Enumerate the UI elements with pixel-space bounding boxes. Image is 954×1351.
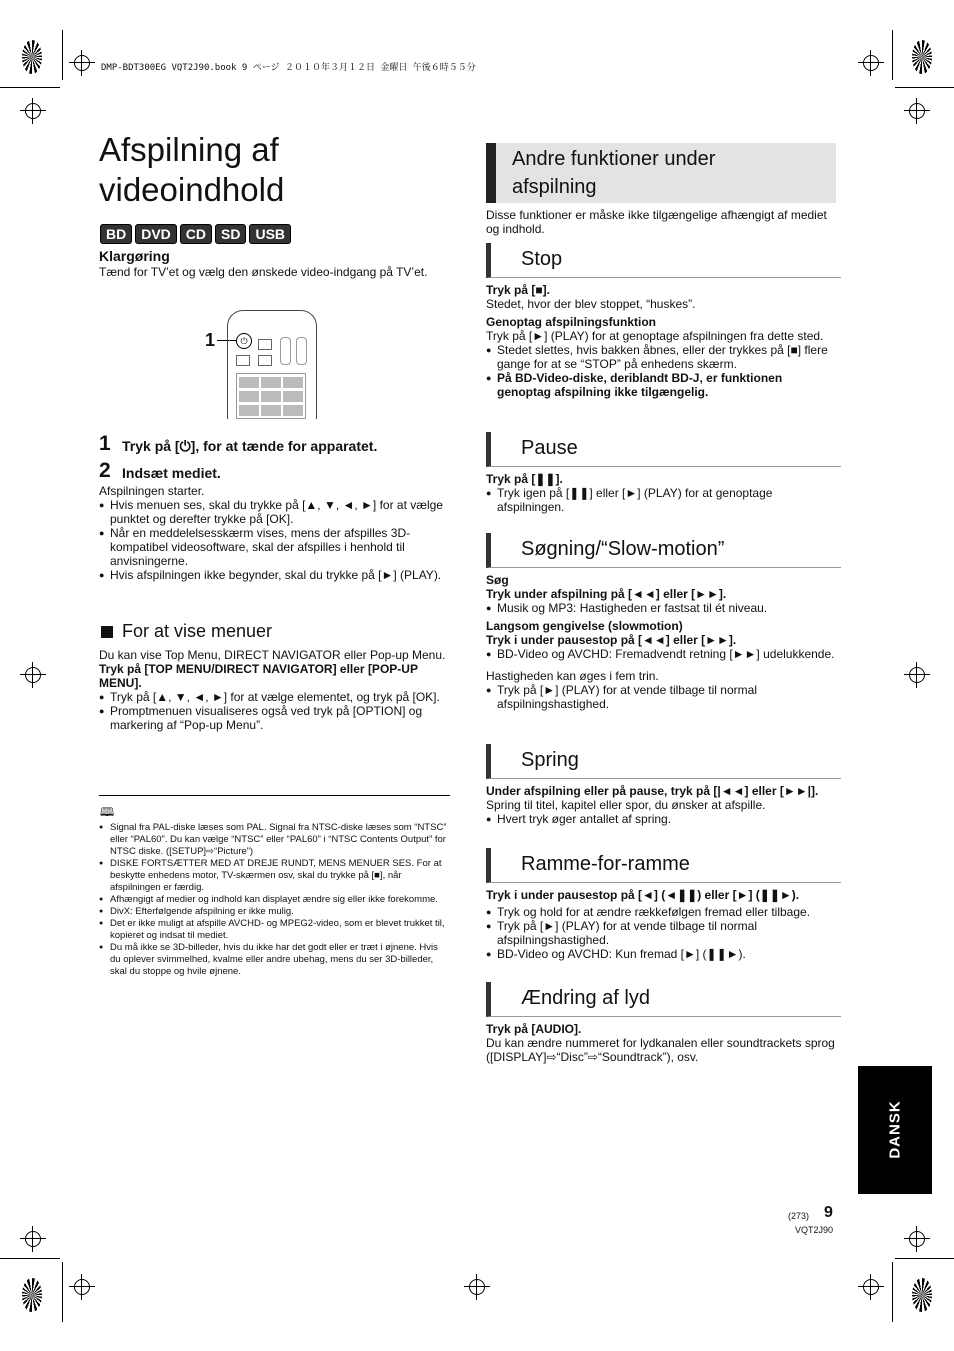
resume-text: Tryk på [►] (PLAY) for at genoptage afspilningen fra dette sted. xyxy=(486,329,824,343)
pause-bullet: ● Tryk igen på [❚❚] eller [►] (PLAY) for at genoptage afspilningen. xyxy=(486,486,836,514)
search-title: Søgning/“Slow-motion” xyxy=(521,538,725,560)
color-target-mark xyxy=(912,1278,932,1312)
prep-heading: Klargøring xyxy=(99,248,170,264)
registration-mark xyxy=(20,98,46,124)
stop-section xyxy=(486,283,836,399)
notes-list xyxy=(99,822,449,978)
skip-text: Spring til titel, kapitel eller spor, du ønsker at afspille. xyxy=(486,798,766,812)
audio-title: Ændring af lyd xyxy=(521,987,650,1009)
stop-section-header xyxy=(486,243,841,278)
search-instruction: Tryk under afspilning på [◄◄] eller [►►]. xyxy=(486,587,727,601)
remote-number-keypad xyxy=(236,373,306,419)
skip-bullet: ● Hvert tryk øger antallet af spring. xyxy=(486,812,836,826)
step2-bullet: ● Hvis afspilningen ikke begynder, skal du trykke på [►] (PLAY). xyxy=(99,568,449,582)
audio-instruction: Tryk på [AUDIO]. xyxy=(486,1022,582,1036)
skip-section xyxy=(486,784,836,826)
registration-mark xyxy=(904,1226,930,1252)
slowmotion-instruction: Tryk i under pausestop på [◄◄] eller [►►]. xyxy=(486,633,737,647)
remote-rocker-icon xyxy=(296,337,307,365)
badge-cd: CD xyxy=(180,224,212,244)
crop-mark xyxy=(62,1262,63,1322)
pause-instruction: Tryk på [❚❚]. xyxy=(486,472,563,486)
remote-rocker-icon xyxy=(280,337,291,365)
note-item: ● Du må ikke se 3D-billeder, hvis du ikke har det godt eller er træt i øjnene. Hvis du oplever svimmelhed, kvalme eller andre ubehag, mens du ser 3D-billeder, skal du stoppe og hvile øjnene. xyxy=(99,942,449,978)
registration-mark xyxy=(20,662,46,688)
notes-divider xyxy=(99,795,450,796)
audio-text: Du kan ændre nummeret for lydkanalen eller soundtrackets sprog ([DISPLAY]⇨“Disc”⇨“Soundtrack”), osv. xyxy=(486,1036,835,1064)
skip-section-header xyxy=(486,744,841,779)
note-item: ● Afhængigt af medier og indhold kan displayet ændre sig eller ikke forekomme. xyxy=(99,894,449,906)
registration-mark xyxy=(858,1274,884,1300)
remote-callout-number: 1 xyxy=(205,330,216,350)
step2-text: Indsæt mediet. xyxy=(122,465,221,481)
frame-bullet: ● Tryk og hold for at ændre rækkefølgen fremad eller tilbage. xyxy=(486,905,836,919)
badge-bd: BD xyxy=(100,224,132,244)
registration-mark xyxy=(464,1274,490,1300)
skip-instruction: Under afspilning eller på pause, tryk på [|◄◄] eller [►►|]. xyxy=(486,784,819,798)
note-item: ● DISKE FORTSÆTTER MED AT DREJE RUNDT, MENS MENUER SES. For at beskytte enhedens motor, TV-skærmen osv, skal du trykke på [■], når afspilningen er færdig. xyxy=(99,858,449,894)
remote-button-icon xyxy=(236,355,250,366)
menus-instruction: Tryk på [TOP MENU/DIRECT NAVIGATOR] eller [POP-UP MENU]. xyxy=(99,662,418,690)
side-tab-label: DANSK xyxy=(886,1100,904,1159)
registration-mark xyxy=(69,1274,95,1300)
frame-instruction: Tryk i under pausestop på [◄] (◄❚❚) eller [►] (❚❚►). xyxy=(486,888,800,902)
resume-heading: Genoptag afspilningsfunktion xyxy=(486,315,656,329)
crop-mark xyxy=(0,87,60,88)
note-item: ● Signal fra PAL-diske læses som PAL. Signal fra NTSC-diske læses som “NTSC” eller “PAL60”. Du kan vælge “NTSC” eller “PAL60” i “NTSC Contents Output” for NTSC diske. ([SETUP]⇨“Picture”) xyxy=(99,822,449,858)
main-heading-line1: Andre funktioner under xyxy=(512,148,716,170)
menus-bullet: ● Promptmenuen visualiseres også ved tryk på [OPTION] og markering af “Pop-up Menu”. xyxy=(99,704,449,732)
search-heading: Søg xyxy=(486,573,509,587)
badge-dvd: DVD xyxy=(135,224,177,244)
note-item: ● Det er ikke muligt at afspille AVCHD- og MPEG2-video, som er blevet trukket til, kopieret og indsat til mediet. xyxy=(99,918,449,942)
menus-section xyxy=(99,648,449,732)
step2-sub: Afspilningen starter. xyxy=(99,484,205,498)
crop-mark xyxy=(892,1262,893,1322)
badge-sd: SD xyxy=(215,224,246,244)
registration-mark xyxy=(904,98,930,124)
step2-details xyxy=(99,484,449,582)
stop-bullet: ● Stedet slettes, hvis bakken åbnes, eller der trykkes på [■] flere gange for at se “STOP” på enhedens skærm. xyxy=(486,343,836,371)
menus-bullet: ● Tryk på [▲, ▼, ◄, ►] for at vælge elementet, og tryk på [OK]. xyxy=(99,690,449,704)
page-title-line2: videoindhold xyxy=(99,171,285,208)
main-section-header xyxy=(486,143,836,203)
stop-bullet-bold: ● På BD-Video-diske, deriblandt BD-J, er funktionen genoptag afspilning ikke tilgængelig. xyxy=(486,371,836,399)
skip-title: Spring xyxy=(521,749,579,771)
search-bullet: ● Musik og MP3: Hastigheden er fastsat til ét niveau. xyxy=(486,601,836,615)
pause-section-header xyxy=(486,432,841,467)
audio-section-header xyxy=(486,982,841,1017)
note-item: ● DivX: Efterfølgende afspilning er ikke mulig. xyxy=(99,906,449,918)
main-section-title xyxy=(512,145,715,201)
search-section xyxy=(486,573,836,711)
remote-button-icon xyxy=(258,339,272,350)
step2-bullet: ● Hvis menuen ses, skal du trykke på [▲, ▼, ◄, ►] for at vælge punktet og derefter trykke på [OK]. xyxy=(99,498,449,526)
remote-button-icon xyxy=(258,355,272,366)
frame-bullet: ● Tryk på [►] (PLAY) for at vende tilbage til normal afspilningshastighed. xyxy=(486,919,836,947)
book-icon: 🕮 xyxy=(100,805,115,819)
crop-mark xyxy=(895,1258,954,1259)
slowmotion-heading: Langsom gengivelse (slowmotion) xyxy=(486,619,683,633)
doc-code: VQT2J90 xyxy=(795,1225,834,1235)
frame-section xyxy=(486,888,836,961)
crop-mark xyxy=(895,87,954,88)
footer-page-code: (273) xyxy=(788,1211,810,1221)
speed-bullet: ● Tryk på [►] (PLAY) for at vende tilbage til normal afspilningshastighed. xyxy=(486,683,836,711)
step2-number: 2 xyxy=(99,459,111,482)
pause-title: Pause xyxy=(521,437,578,459)
page-title-line1: Afspilning af xyxy=(99,131,279,168)
frame-bullet: ● BD-Video og AVCHD: Kun fremad [►] (❚❚►). xyxy=(486,947,836,961)
badge-usb: USB xyxy=(249,224,291,244)
speed-text: Hastigheden kan øges i fem trin. xyxy=(486,669,659,683)
color-target-mark xyxy=(22,40,42,74)
step2-bullet: ● Når en meddelelsesskærm vises, mens der afspilles 3D-kompatibel videosoftware, skal der afspilles i henhold til anvisningerne. xyxy=(99,526,449,568)
stop-text: Stedet, hvor der blev stoppet, “huskes”. xyxy=(486,297,696,311)
file-info-line: DMP-BDT300EG VQT2J90.book 9 ページ ２０１０年３月１２日 金曜日 午後６時５５分 xyxy=(101,63,476,73)
pause-section xyxy=(486,472,836,514)
registration-mark xyxy=(904,662,930,688)
crop-mark xyxy=(0,1258,60,1259)
page-title xyxy=(99,130,284,210)
prep-text: Tænd for TV’et og vælg den ønskede video-indgang på TV’et. xyxy=(99,265,428,279)
step1-number: 1 xyxy=(99,432,111,455)
search-section-header xyxy=(486,533,841,568)
language-side-tab xyxy=(858,1066,932,1194)
color-target-mark xyxy=(22,1278,42,1312)
remote-control-illustration xyxy=(227,310,317,419)
page-number: 9 xyxy=(824,1204,833,1221)
slowmotion-bullet: ● BD-Video og AVCHD: Fremadvendt retning [►►] udelukkende. xyxy=(486,647,836,661)
main-heading-line2: afspilning xyxy=(512,176,597,198)
stop-instruction: Tryk på [■]. xyxy=(486,283,550,297)
menus-text: Du kan vise Top Menu, DIRECT NAVIGATOR eller Pop-up Menu. xyxy=(99,648,446,662)
registration-mark xyxy=(858,50,884,76)
intro-text: Disse funktioner er måske ikke tilgængelige afhængigt af mediet og indhold. xyxy=(486,208,827,236)
crop-mark xyxy=(892,30,893,80)
frame-section-header xyxy=(486,848,841,883)
audio-section xyxy=(486,1022,836,1064)
crop-mark xyxy=(62,30,63,80)
stop-title: Stop xyxy=(521,248,563,270)
registration-mark xyxy=(69,50,95,76)
frame-title: Ramme-for-ramme xyxy=(521,853,690,875)
media-badges xyxy=(100,224,294,244)
menus-heading: For at vise menuer xyxy=(122,621,273,641)
registration-mark xyxy=(20,1226,46,1252)
square-bullet-icon xyxy=(101,626,113,638)
step1-text: Tryk på [⏻], for at tænde for apparatet. xyxy=(122,438,378,454)
power-icon: ⏻ xyxy=(236,333,252,349)
color-target-mark xyxy=(912,40,932,74)
